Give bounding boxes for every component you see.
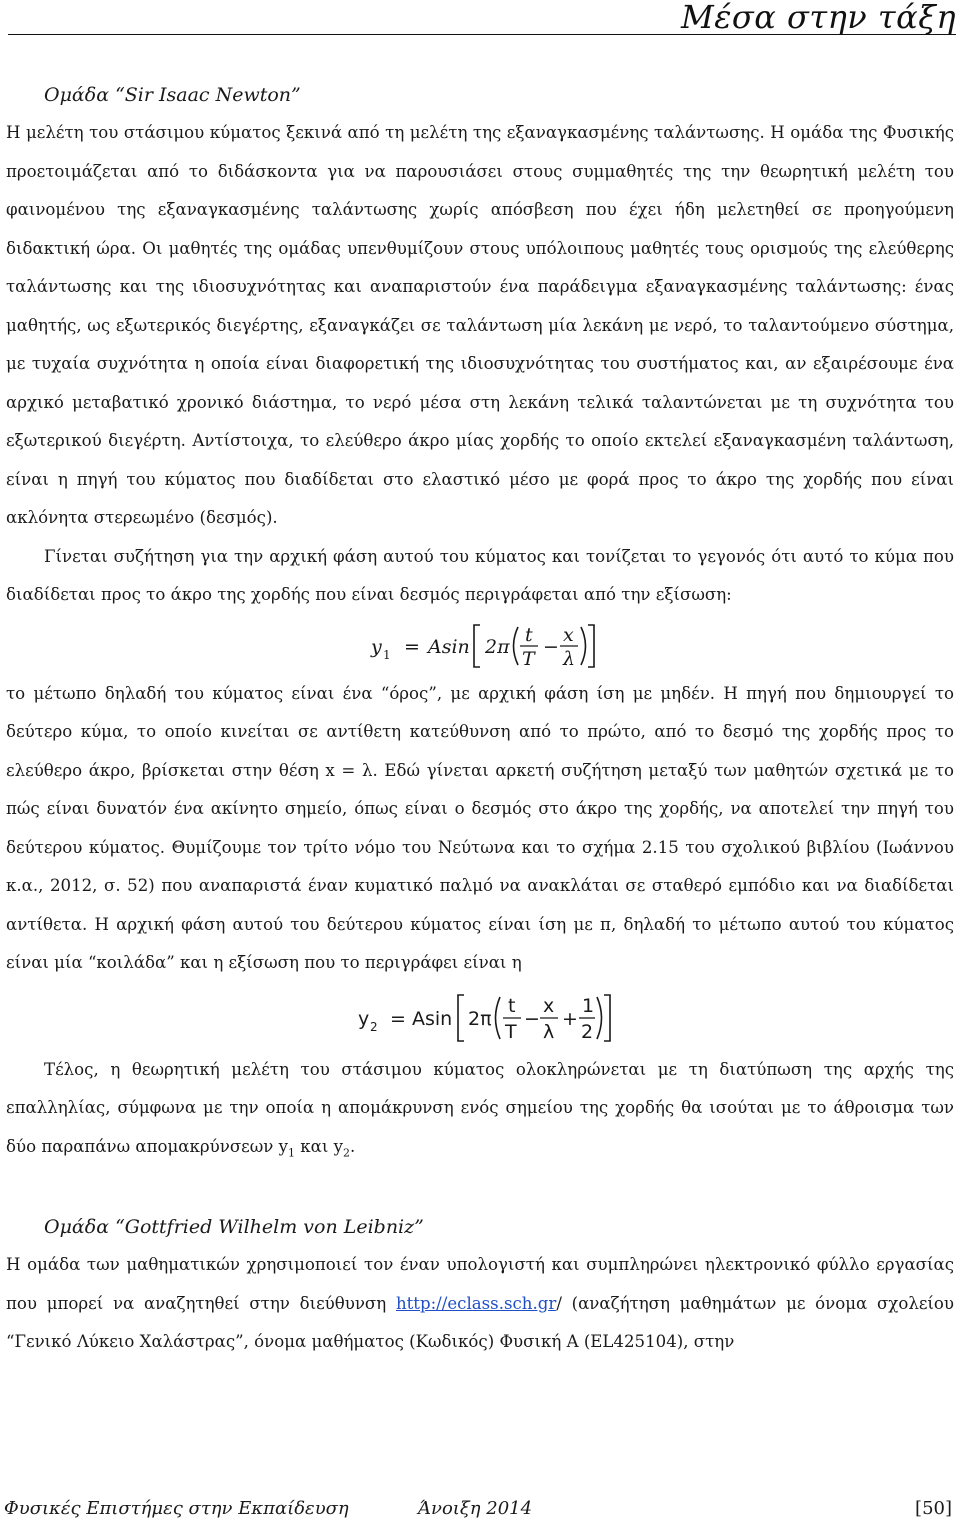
eq2-T: T [505,1020,517,1043]
eq1-lhs-sub: 1 [383,647,391,662]
eq1-paren-left [514,627,519,665]
eq1-lhs: y [371,635,382,658]
footer-journal-title: Φυσικές Επιστήμες στην Εκπαίδευση [4,1498,349,1519]
eq2-lhs: y [358,1007,370,1030]
equation-y1-graphic [6,615,954,675]
paragraph-initial-phase: Γίνεται συζήτηση για την αρχική φάση αυτού του κύματος και τονίζεται το γεγονός ότι αυτό το κύμα που διαδίδεται προς το άκρο της χορδής που είναι δεσμός περιγράφεται από την εξίσωση: [6,546,954,604]
eq1-lambda: λ [563,647,576,670]
superposition-sub-2: 2 [343,1145,351,1159]
eq1-minus: − [543,635,559,658]
eq2-t: t [508,994,516,1017]
paragraph-second-wave: το μέτωπο δηλαδή του κύματος είναι ένα “όρος”, με αρχική φάση ίση με μηδέν. Η πηγή που δημιουργεί το δεύτερο κύμα, το οποίο κινείται σε αντίθετη κατεύθυνση από το πρώτο, από το δεσμό της χορδής προς το ελεύθερο άκρο, βρίσκεται στην θέση x = λ. Εδώ γίνεται αρκετή συζήτηση μεταξύ των μαθητών σχετικά με το πώς είναι δυνατόν ένα ακίνητο σημείο, όπως είναι ο δεσμός στο άκρο της χορδής, να αποτελεί την πηγή του δεύτερου κύματος. Θυμίζουμε τον τρίτο νόμο του Νεύτωνα και το σχήμα 2.15 του σχολικού βιβλίου (Ιωάννου κ.α., 2012, σ. 52) που αναπαριστά έναν κυματικό παλμό να ανακλάται σε σταθερό εμπόδιο και να διαδίδεται αντίθετα. Η αρχική φάση αυτού του δεύτερου κύματος είναι ίση με π, δηλαδή το μέτωπο αυτού του κύματος είναι μία “κοιλάδα” και η εξίσωση που το περιγράφει είναι η [6,683,954,972]
eq1-paren-right [581,627,586,665]
eq2-lhs-sub: 2 [370,1019,378,1034]
team-heading-newton: Ομάδα “Sir Isaac Newton” [44,84,301,106]
footer-page-number: [50] [915,1498,952,1519]
eq1-func: Asin [428,635,470,658]
eq2-func: Asin [412,1007,453,1030]
eq2-bracket-right [604,995,610,1041]
superposition-and: και y [295,1136,344,1156]
header-title: Μέσα στην τάξη [680,0,956,36]
superposition-end: . [350,1136,356,1156]
eq1-T: T [522,647,535,670]
eq1-bracket-left [474,625,480,667]
footer-issue: Άνοιξη 2014 [418,1498,533,1519]
eq2-two: 2 [581,1020,594,1043]
eq1-bracket-right [588,625,594,667]
eq2-paren-right [597,997,602,1039]
eq2-equals: = [390,1007,406,1030]
eq2-lambda: λ [543,1020,555,1043]
eq2-two-pi: 2π [468,1007,492,1030]
page-header [8,0,956,44]
eq2-paren-left [496,997,501,1039]
team-heading-leibniz: Ομάδα “Gottfried Wilhelm von Leibniz” [44,1216,424,1239]
equation-y2 [6,983,954,1051]
eq1-equals: = [404,635,420,658]
paragraph-superposition [6,1051,954,1173]
section-gap [6,1172,954,1208]
eq2-minus: − [524,1007,540,1030]
page-footer [4,1498,952,1528]
equation-y1 [6,615,954,675]
math-team-text-a: Η ομάδα των μαθηματικών χρησιμοποιεί τον έναν υπολογιστή και συμπληρώνει ηλεκτρονικό φύλλο εργασίας που μπορεί να αναζητηθεί στην διεύθυνση [6,1255,954,1313]
superposition-text: Τέλος, η θεωρητική μελέτη του στάσιμου κύματος ολοκληρώνεται με τη διατύπωση της αρχής της επαλληλίας, σύμφωνα με την οποία η απομάκρυνση ενός σημείου της χορδής θα ισούται με το άθροισμα των δύο παραπάνω απομακρύνσεων y [6,1059,954,1156]
paragraph-forced-oscillation: Η μελέτη του στάσιμου κύματος ξεκινά από τη μελέτη της εξαναγκασμένης ταλάντωσης. Η ομάδα της Φυσικής προετοιμάζεται από το διδάσκοντα για να παρουσιάσει στους συμμαθητές της την θεωρητική μελέτη του φαινομένου της εξαναγκασμένης ταλάντωσης χωρίς απόσβεση που έχει ήδη μελετηθεί σε προηγούμενη διδακτική ώρα. Οι μαθητές της ομάδας υπενθυμίζουν στους υπόλοιπους μαθητές τους ορισμούς της ελεύθερης ταλάντωσης και της ιδιοσυχνότητας και αναπαριστούν ένα παράδειγμα εξαναγκασμένης ταλάντωσης: ένας μαθητής, ως εξωτερικός διεγέρτης, εξαναγκάζει σε ταλάντωση μία λεκάνη με νερό, το ταλαντούμενο σύστημα, με τυχαία συχνότητα η οποία είναι διαφορετική της ιδιοσυχνότητας του συστήματος και, αν εξαιρέσουμε ένα αρχικό μεταβατικό χρονικό διάστημα, το νερό μέσα στη λεκάνη τελικά ταλαντώνεται με τη συχνότητα του εξωτερικού διεγέρτη. Αντίστοιχα, το ελεύθερο άκρο μίας χορδής το οποίο εκτελεί εξαναγκασμένη ταλάντωση, είναι η πηγή του κύματος που διαδίδεται στο ελαστικό μέσο με φορά προς το άκρο της χορδής που είναι ακλόνητα στερεωμένο (δεσμός). [6,123,954,527]
eq2-one: 1 [582,994,595,1017]
superposition-sub-1: 1 [288,1145,296,1159]
equation-y2-graphic [6,983,954,1051]
math-team-text-b: / (αναζήτηση μαθημάτων με όνομα σχολείου “Γενικό Λύκειο Χαλάστρας”, όνομα μαθήματος (Κωδικός) Φυσική Α (EL425104), στην [6,1293,955,1352]
eclass-link[interactable]: http://eclass.sch.gr [395,1293,557,1313]
eq1-two-pi: 2π [485,635,510,658]
paragraph-math-team [6,1246,954,1362]
eq2-x: x [543,994,555,1017]
eq2-bracket-left [458,995,464,1041]
eq1-t: t [525,623,533,646]
eq2-plus: + [562,1007,578,1030]
eq1-x: x [563,623,574,646]
page-content [6,76,954,1362]
